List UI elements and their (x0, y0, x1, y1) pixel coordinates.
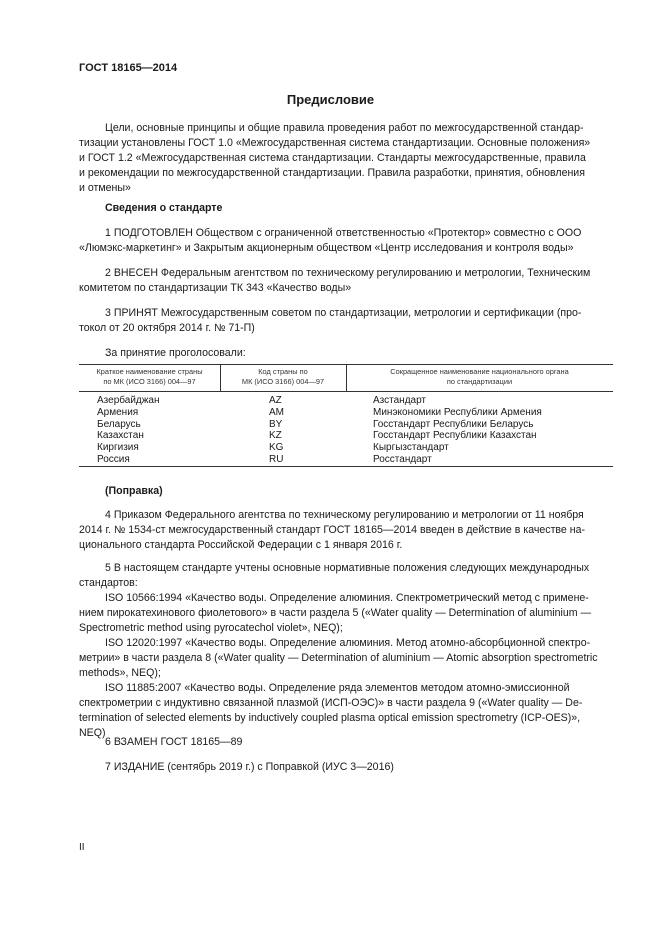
text-line: 4 Приказом Федерального агентства по техническому регулированию и метрологии от 11 ноября (105, 509, 584, 521)
item-7-paragraph: 7 ИЗДАНИЕ (сентябрь 2019 г.) с Поправкой (ИУС 3—2016) (105, 761, 394, 773)
text-line: и ГОСТ 1.2 «Межгосударственная система стандартизации. Стандарты межгосударственные, правила (79, 152, 586, 164)
column-header-country (79, 367, 220, 387)
text-line: ISO 10566:1994 «Качество воды. Определение алюминия. Спектрометрический метод с примене- (105, 592, 589, 604)
intro-paragraph (79, 121, 613, 196)
header-line: МК (ИСО 3166) 004—97 (241, 377, 325, 386)
page-title: Предисловие (286, 92, 375, 107)
text-line: ISO 12020:1997 «Качество воды. Определение алюминия. Метод атомно-абсорбционной спектро- (105, 637, 591, 649)
table-rule (79, 466, 613, 467)
text-line: тизации установлены ГОСТ 1.0 «Межгосударственная система стандартизации. Основные положения» (79, 137, 591, 149)
table-rule (79, 391, 613, 392)
item-2-paragraph (79, 266, 613, 296)
country-cell: Беларусь (97, 418, 141, 430)
text-line: methods», NEQ); (79, 667, 161, 679)
body-cell: Минэкономики Республики Армения (373, 406, 542, 418)
text-line: и рекомендации по межгосударственной стандартизации. Правила разработки, принятия, обновления (79, 167, 585, 179)
text-line: и отмены» (79, 182, 131, 194)
text-line: комитетом по стандартизации ТК 343 «Качество воды» (79, 282, 352, 294)
text-line: токол от 20 октября 2014 г. № 71-П) (79, 322, 255, 334)
text-line: нием пирокатехинового фиолетового» в части раздела 5 («Water quality — Determination of aluminium — (79, 607, 592, 619)
text-line: 3 ПРИНЯТ Межгосударственным советом по стандартизации, метрологии и сертификации (про- (105, 307, 582, 319)
text-line: 2 ВНЕСЕН Федеральным агентством по техническому регулированию и метрологии, Техническим (105, 267, 591, 279)
country-cell: Киргизия (97, 442, 139, 454)
country-cell: Армения (97, 406, 139, 418)
text-line: Цели, основные принципы и общие правила проведения работ по межгосударственной стандар- (105, 122, 584, 134)
country-cell: Азербайджан (97, 395, 160, 406)
body-cell: Госстандарт Республики Казахстан (373, 430, 537, 442)
text-line: 1 ПОДГОТОВЛЕН Обществом с ограниченной ответственностью «Протектор» совместно с ООО (105, 227, 582, 239)
text-line: ISO 11885:2007 «Качество воды. Определение ряда элементов методом атомно-эмиссионной (105, 682, 570, 694)
info-heading: Сведения о стандарте (105, 202, 223, 214)
text-line: стандартов: (79, 577, 138, 589)
item-6-paragraph: 6 ВЗАМЕН ГОСТ 18165—89 (105, 736, 243, 748)
text-line: «Люмэкс-маркетинг» и Закрытым акционерным обществом «Центр исследования и контроля воды» (79, 242, 574, 254)
country-column (97, 395, 160, 466)
code-column (269, 395, 284, 466)
text-line: NEQ) (79, 727, 106, 739)
standard-code-header: ГОСТ 18165—2014 (79, 62, 178, 74)
body-cell: Госстандарт Республики Беларусь (373, 418, 534, 430)
header-line: Код страны по (258, 367, 308, 376)
text-line: метрии» в части раздела 8 («Water quality — Determination of aluminium — Atomic absorption spectrometric (79, 652, 598, 664)
code-cell: KG (269, 442, 284, 454)
header-line: по стандартизации (446, 377, 513, 386)
item-1-paragraph (79, 226, 613, 256)
item-4-paragraph (79, 508, 613, 553)
body-column (373, 395, 542, 466)
text-line: ционального стандарта Российской Федерации с 1 января 2016 г. (79, 539, 403, 551)
column-header-code (220, 367, 346, 387)
body-cell: Кыргызстандарт (373, 442, 449, 454)
text-line: 5 В настоящем стандарте учтены основные нормативные положения следующих международных (105, 562, 590, 574)
header-line: Краткое наименование страны (96, 367, 203, 376)
country-cell: Казахстан (97, 430, 144, 442)
text-line: Spectrometric method using pyrocatechol violet», NEQ); (79, 622, 343, 634)
text-line: 2014 г. № 1534-ст межгосударственный стандарт ГОСТ 18165—2014 введен в действие в качестве на- (79, 524, 586, 536)
text-line: спектрометрии с индуктивно связанной плазмой (ИСП-ОЭС)» в части раздела 9 («Water quality — De- (79, 697, 583, 709)
item-3-paragraph (79, 306, 613, 336)
voting-table (79, 364, 613, 467)
vote-label: За принятие проголосовали: (105, 347, 246, 359)
code-cell: BY (269, 418, 283, 430)
header-line: Сокращенное наименование национального органа (390, 367, 569, 376)
code-cell: KZ (269, 430, 282, 442)
header-line: по МК (ИСО 3166) 004—97 (103, 377, 196, 386)
country-cell: Россия (97, 453, 130, 465)
code-cell: AZ (269, 395, 282, 406)
page-number: II (79, 842, 85, 853)
code-cell: AM (269, 406, 284, 418)
code-cell: RU (269, 453, 284, 465)
body-cell: Росстандарт (373, 453, 432, 465)
text-line: termination of selected elements by inductively coupled plasma optical emission spectrometry (ICP-OES)», (79, 712, 581, 724)
item-5-paragraph (79, 561, 613, 741)
body-cell: Азстандарт (373, 395, 427, 406)
amendment-heading: (Поправка) (105, 485, 163, 497)
column-header-body (346, 367, 613, 387)
